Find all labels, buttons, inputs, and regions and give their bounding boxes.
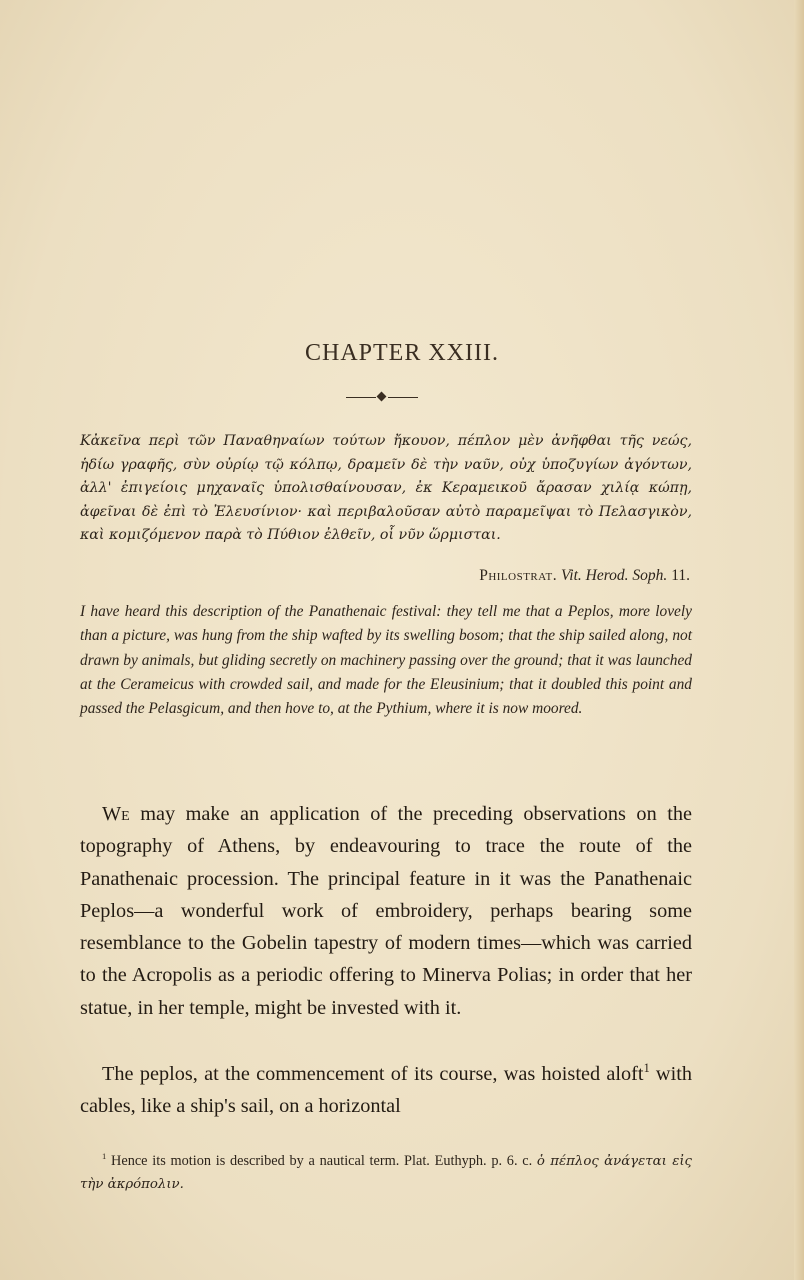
- paragraph-2-start: The peplos, at the commencement of its course, was hoisted aloft: [102, 1063, 644, 1085]
- greek-epigraph: Κἀκεῖνα περὶ τῶν Παναθηναίων τούτων ἤκουον, πέπλον μὲν ἀνῆφθαι τῆς νεώς, ἡδίω γραφῆς, σὺν οὐρίῳ τῷ κόλπῳ, δραμεῖν δὲ τὴν ναῦν, οὐχ ὑποζυγίων ἀγόντων, ἀλλ' ἐπιγείοις μηχαναῖς ὑπολισθαίνουσαν, ἐκ Κεραμεικοῦ ἄρασαν χιλίᾳ κώπῃ, ἀφεῖναι δὲ ἐπὶ τὸ Ἐλευσίνιον· καὶ περιβαλοῦσαν αὐτὸ παραμεῖψαι τὸ Πελασγικὸν, καὶ κομιζόμενον παρὰ τὸ Πύθιον ἐλθεῖν, οἷ νῦν ὥρμισται.: [80, 433, 692, 544]
- ornament-divider: [346, 392, 418, 404]
- footnote-marker: 1: [102, 1151, 107, 1162]
- footnote: [80, 1150, 692, 1196]
- paragraph-2-end: with cables, like a ship's sail, on a horizontal: [80, 1063, 692, 1118]
- body-paragraph-2: [80, 1058, 692, 1123]
- attribution-work: Vit. Herod. Soph.: [560, 567, 668, 584]
- paragraph-initial: We: [102, 803, 130, 825]
- page-edge: [794, 0, 804, 1280]
- footnote-greek: ὁ πέπλος ἀνάγεται εἰς τὴν ἀκρόπολιν.: [80, 1154, 692, 1192]
- body-paragraph-1: [80, 798, 692, 1024]
- footnote-reference: 1: [643, 1061, 650, 1076]
- paragraph-1-text: may make an application of the preceding observations on the topography of Athens, by endeavouring to trace the route of the Panathenaic procession. The principal feature in it was the Panathenaic Peplos—a wonderful work of embroidery, perhaps bearing some resemblance to the Gobelin tapestry of modern times—which was carried to the Acropolis as a periodic offering to Minerva Polias; in order that her statue, in her temple, might be invested with it.: [80, 803, 692, 1019]
- attribution-section: 11.: [671, 567, 690, 584]
- attribution-author: Philostrat.: [479, 567, 558, 584]
- chapter-title: CHAPTER XXIII.: [305, 340, 499, 366]
- footnote-text: Hence its motion is described by a nautical term. Plat. Euthyph. p. 6. c.: [106, 1153, 537, 1169]
- epigraph-attribution: [372, 567, 690, 585]
- epigraph-translation: I have heard this description of the Panathenaic festival: they tell me that a Peplos, more lovely than a picture, was hung from the ship wafted by its swelling bosom; that the ship sailed along, not drawn by animals, but gliding secretly on machinery passing over the ground; that it was launched at the Cerameicus with crowded sail, and made for the Eleusinium; that it doubled this point and passed the Pelasgicum, and then hove to, at the Pythium, where it is now moored.: [80, 603, 692, 718]
